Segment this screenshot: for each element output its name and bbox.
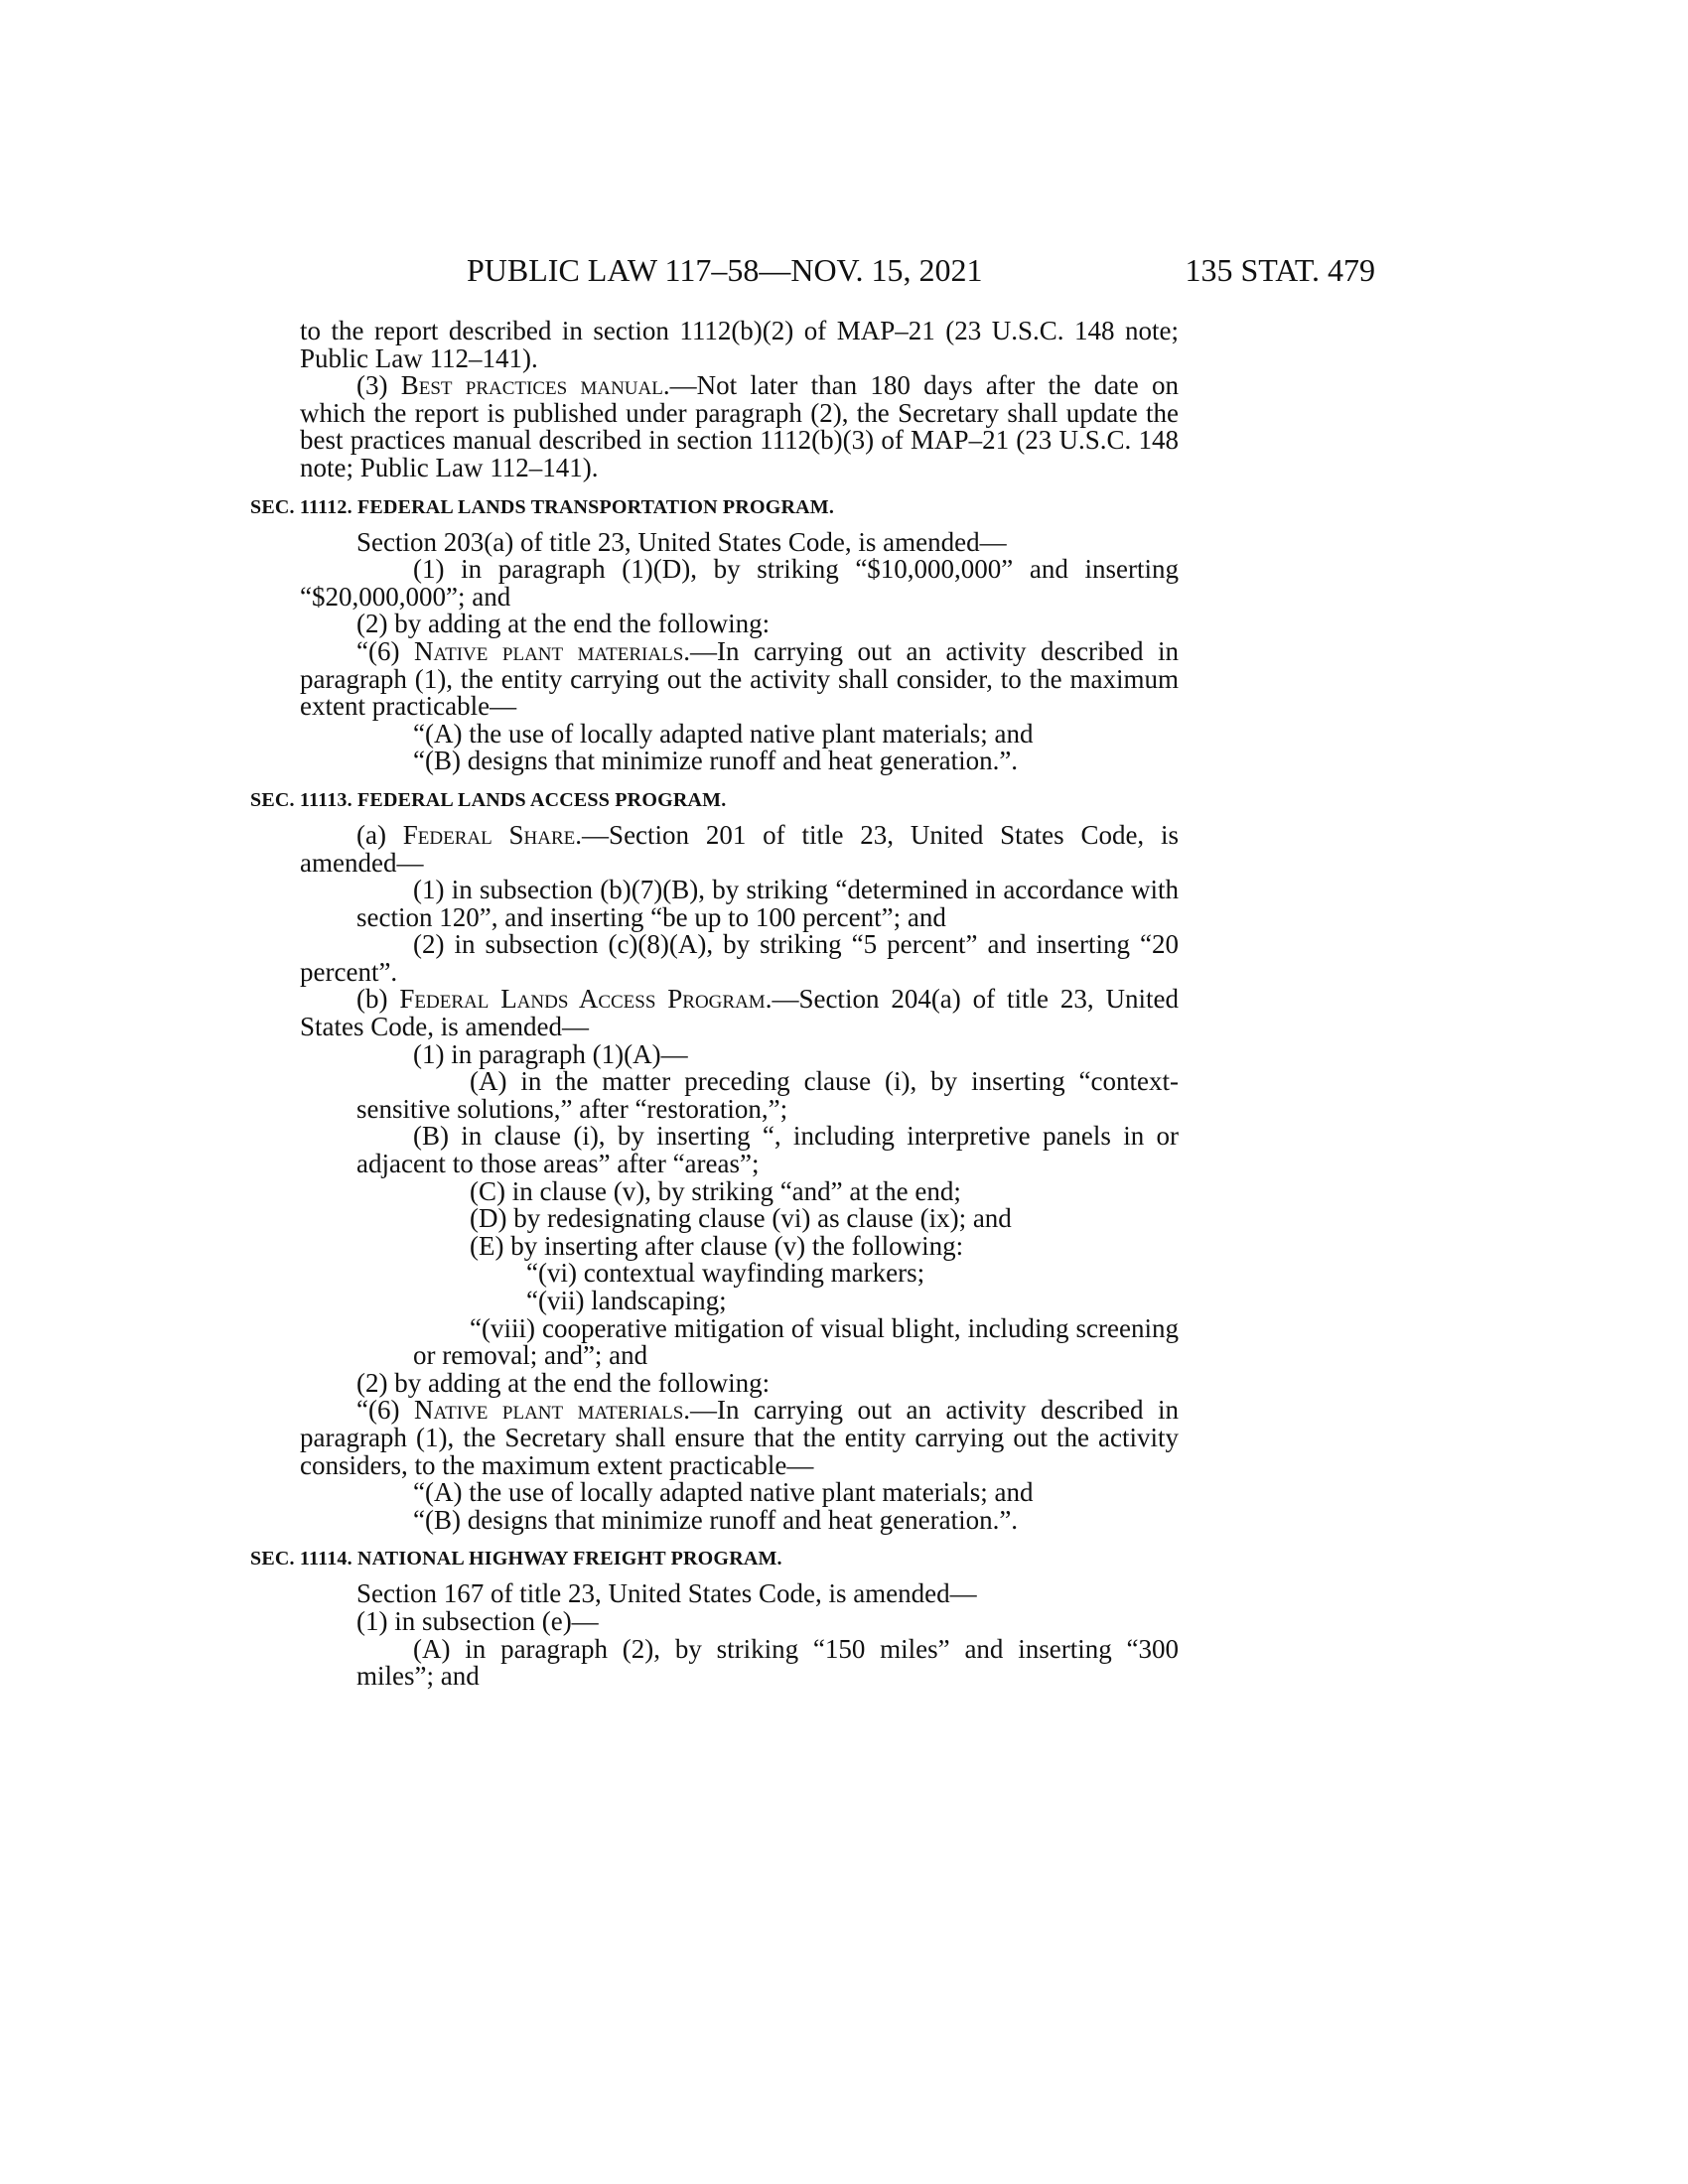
paragraph: Section 167 of title 23, United States Code, is amended— xyxy=(356,1578,977,1609)
paragraph-heading: Best practices manual xyxy=(400,370,663,401)
paragraph-best-practices: (3) Best practices manual.—Not later than 180 days after the date on which the report is published under paragraph (2), the Secretary shall update the best practices manual described in section 1112(b)(3) of MAP–21 (23 U.S.C. 148 note; Public Law 112–141). xyxy=(300,370,1179,482)
paragraph: “(vi) contextual wayfinding markers; xyxy=(526,1258,925,1289)
paragraph: (1) in subsection (b)(7)(B), by striking “determined in accordance with section 120”, and inserting “be up to 100 percent”; and xyxy=(356,875,1179,932)
paragraph-heading: Native plant materials xyxy=(414,635,684,666)
paragraph: (A) in paragraph (2), by striking “150 miles” and inserting “300 miles”; and xyxy=(356,1633,1179,1692)
section-heading-11114: SEC. 11114. NATIONAL HIGHWAY FREIGHT PROGRAM. xyxy=(250,1548,782,1570)
paragraph-native-plant-materials: “(6) Native plant materials.—In carrying out an activity described in paragraph (1), the Secretary shall ensure that the entity carrying out the activity considers, to the maximum extent practicable— xyxy=(300,1395,1180,1480)
section-heading-11113: SEC. 11113. FEDERAL LANDS ACCESS PROGRAM. xyxy=(250,788,727,811)
paragraph: (C) in clause (v), by striking “and” at the end; xyxy=(470,1175,961,1206)
paragraph: (2) in subsection (c)(8)(A), by striking “5 percent” and inserting “20 percent”. xyxy=(300,929,1179,987)
header-title: PUBLIC LAW 117–58—NOV. 15, 2021 xyxy=(467,252,983,288)
section-heading-11112: SEC. 11112. FEDERAL LANDS TRANSPORTATION PROGRAM. xyxy=(250,495,835,518)
paragraph: (2) by adding at the end the following: xyxy=(356,1367,771,1398)
paragraph-federal-lands-access: (b) Federal Lands Access Program.—Section 204(a) of title 23, United States Code, is amended— xyxy=(300,984,1180,1042)
paragraph: Section 203(a) of title 23, United States Code, is amended— xyxy=(356,526,1007,557)
paragraph-heading: Federal Share xyxy=(402,819,576,850)
paragraph: “(viii) cooperative mitigation of visual blight, including screening or removal; and”; and xyxy=(413,1312,1179,1371)
page-number: 135 STAT. 479 xyxy=(1185,252,1375,288)
document-body xyxy=(250,316,1180,1692)
paragraph: (1) in paragraph (1)(D), by striking “$10,000,000” and inserting “$20,000,000”; and xyxy=(300,554,1179,612)
paragraph: (2) by adding at the end the following: xyxy=(356,609,771,639)
paragraph: “(B) designs that minimize runoff and heat generation.”. xyxy=(413,1504,1019,1535)
paragraph-native-plant-materials: “(6) Native plant materials.—In carrying out an activity described in paragraph (1), the entity carrying out the activity shall consider, to the maximum extent practicable— xyxy=(300,635,1180,722)
paragraph: (1) in paragraph (1)(A)— xyxy=(413,1038,688,1069)
paragraph: “(B) designs that minimize runoff and heat generation.”. xyxy=(413,746,1019,776)
paragraph: “(A) the use of locally adapted native plant materials; and xyxy=(413,718,1034,749)
paragraph: (B) in clause (i), by inserting “, including interpretive panels in or adjacent to those areas” after “areas”; xyxy=(356,1121,1179,1179)
paragraph: “(A) the use of locally adapted native plant materials; and xyxy=(413,1477,1034,1508)
running-header xyxy=(298,248,1375,293)
paragraph-heading: Native plant materials xyxy=(414,1395,684,1426)
paragraph-federal-share: (a) Federal Share.—Section 201 of title 23, United States Code, is amended— xyxy=(300,819,1180,878)
paragraph: “(vii) landscaping; xyxy=(526,1286,727,1315)
paragraph: (E) by inserting after clause (v) the following: xyxy=(470,1230,964,1261)
paragraph-heading: Federal Lands Access Program xyxy=(399,984,766,1015)
paragraph: (A) in the matter preceding clause (i), by inserting “context-sensitive solutions,” after “restoration,”; xyxy=(356,1066,1179,1124)
paragraph: (1) in subsection (e)— xyxy=(356,1605,599,1636)
paragraph: (D) by redesignating clause (vi) as clause (ix); and xyxy=(470,1203,1012,1234)
paragraph-continuation: to the report described in section 1112(b)(2) of MAP–21 (23 U.S.C. 148 note; Public Law 112–141). xyxy=(300,316,1179,373)
